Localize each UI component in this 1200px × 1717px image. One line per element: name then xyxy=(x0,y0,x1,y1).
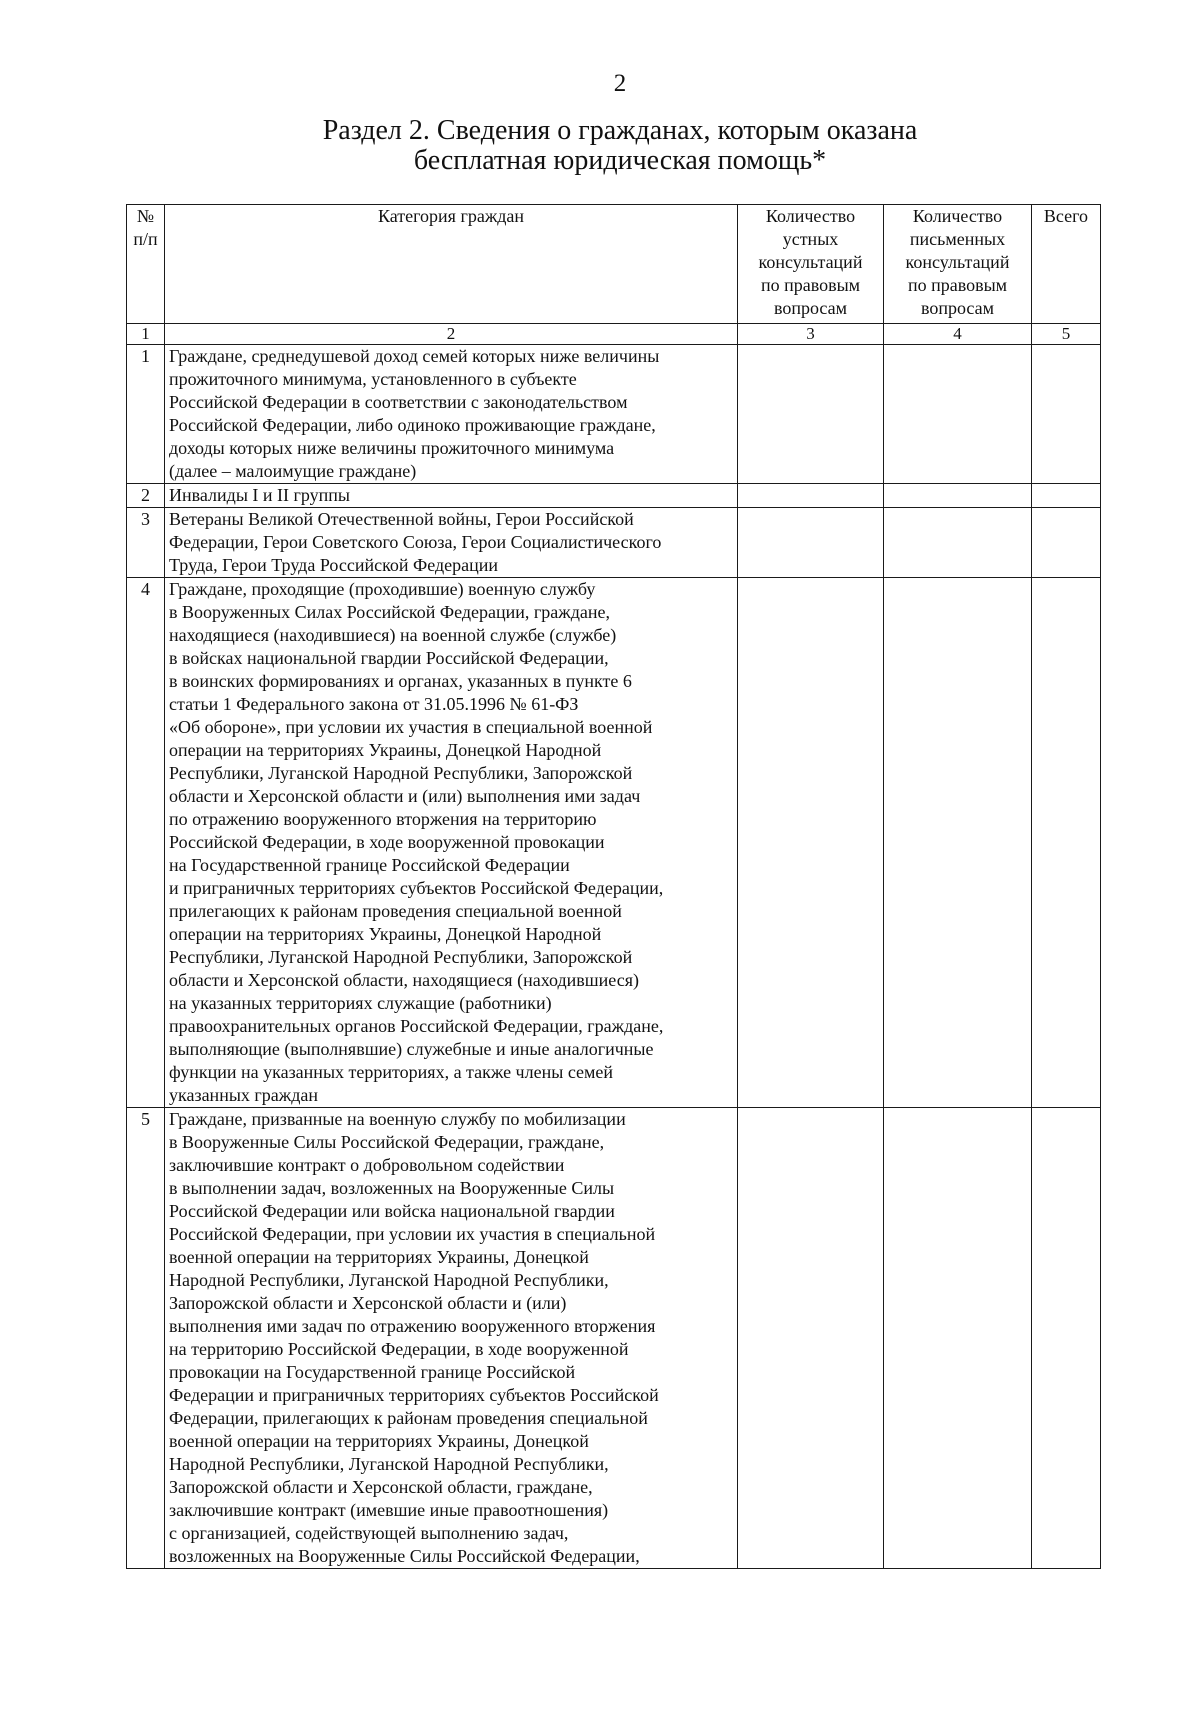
header-num: № п/п xyxy=(127,205,165,324)
column-index: 3 xyxy=(738,324,884,345)
row-total xyxy=(1032,484,1101,508)
row-oral-count xyxy=(738,578,884,1108)
row-written-count xyxy=(884,1108,1032,1569)
row-total xyxy=(1032,345,1101,484)
row-category: Инвалиды I и II группы xyxy=(165,484,738,508)
row-oral-count xyxy=(738,484,884,508)
column-index: 1 xyxy=(127,324,165,345)
table-row xyxy=(127,578,1101,1108)
row-written-count xyxy=(884,508,1032,578)
row-category: Ветераны Великой Отечественной войны, Герои Российской Федерации, Герои Советского Союза, Герои Социалистического Труда, Герои Труда Российской Федерации xyxy=(165,508,738,578)
table-row xyxy=(127,1108,1101,1569)
table-row xyxy=(127,484,1101,508)
row-category: Граждане, среднедушевой доход семей которых ниже величины прожиточного минимума, установленного в субъекте Российской Федерации в соответствии с законодательством Российской Федерации, либо одиноко проживающие граждане, доходы которых ниже величины прожиточного минимума (далее – малоимущие граждане) xyxy=(165,345,738,484)
row-written-count xyxy=(884,578,1032,1108)
header-oral-consultations: Количество устных консультаций по правовым вопросам xyxy=(738,205,884,324)
section-title-line-2: бесплатная юридическая помощь* xyxy=(413,145,827,176)
column-index-row xyxy=(127,324,1101,345)
row-oral-count xyxy=(738,1108,884,1569)
column-index: 4 xyxy=(884,324,1032,345)
row-total xyxy=(1032,578,1101,1108)
row-number: 2 xyxy=(127,484,165,508)
row-category: Граждане, проходящие (проходившие) военную службу в Вооруженных Силах Российской Федерации, граждане, находящиеся (находившиеся) на военной службе (службе) в войсках национальной гвардии Российской Федерации, в воинских формированиях и органах, указанных в пункте 6 статьи 1 Федерального закона от 31.05.1996 № 61-ФЗ «Об обороне», при условии их участия в специальной военной операции на территориях Украины, Донецкой Народной Республики, Луганской Народной Республики, Запорожской области и Херсонской области и (или) выполнения ими задач по отражению вооруженного вторжения на территорию Российской Федерации, в ходе вооруженной провокации на Государственной границе Российской Федерации и приграничных территориях субъектов Российской Федерации, прилегающих к районам проведения специальной военной операции на территориях Украины, Донецкой Народной Республики, Луганской Народной Республики, Запорожской области и Херсонской области, находящиеся (находившиеся) на указанных территориях служащие (работники) правоохранительных органов Российской Федерации, граждане, выполняющие (выполнявшие) служебные и иные аналогичные функции на указанных территориях, а также члены семей указанных граждан xyxy=(165,578,738,1108)
row-total xyxy=(1032,1108,1101,1569)
row-category: Граждане, призванные на военную службу по мобилизации в Вооруженные Силы Российской Федерации, граждане, заключившие контракт о добровольном содействии в выполнении задач, возложенных на Вооруженные Силы Российской Федерации или войска национальной гвардии Российской Федерации, при условии их участия в специальной военной операции на территориях Украины, Донецкой Народной Республики, Луганской Народной Республики, Запорожской области и Херсонской области и (или) выполнения ими задач по отражению вооруженного вторжения на территорию Российской Федерации, в ходе вооруженной провокации на Государственной границе Российской Федерации и приграничных территориях субъектов Российской Федерации, прилегающих к районам проведения специальной военной операции на территориях Украины, Донецкой Народной Республики, Луганской Народной Республики, Запорожской области и Херсонской области, граждане, заключившие контракт (имевшие иные правоотношения) с организацией, содействующей выполнению задач, возложенных на Вооруженные Силы Российской Федерации, xyxy=(165,1108,738,1569)
section-title xyxy=(0,116,1200,176)
column-index: 5 xyxy=(1032,324,1101,345)
row-number: 4 xyxy=(127,578,165,1108)
table-header-row xyxy=(127,205,1101,324)
row-total xyxy=(1032,508,1101,578)
table-row xyxy=(127,345,1101,484)
header-written-consultations: Количество письменных консультаций по правовым вопросам xyxy=(884,205,1032,324)
page-number: 2 xyxy=(613,70,627,97)
column-index: 2 xyxy=(165,324,738,345)
row-number: 5 xyxy=(127,1108,165,1569)
row-oral-count xyxy=(738,508,884,578)
section-title-line-1: Раздел 2. Сведения о гражданах, которым оказана xyxy=(322,115,918,146)
row-oral-count xyxy=(738,345,884,484)
header-category: Категория граждан xyxy=(165,205,738,324)
citizens-table xyxy=(126,204,1101,1569)
row-number: 3 xyxy=(127,508,165,578)
row-written-count xyxy=(884,345,1032,484)
table-row xyxy=(127,508,1101,578)
row-number: 1 xyxy=(127,345,165,484)
header-total: Всего xyxy=(1032,205,1101,324)
row-written-count xyxy=(884,484,1032,508)
